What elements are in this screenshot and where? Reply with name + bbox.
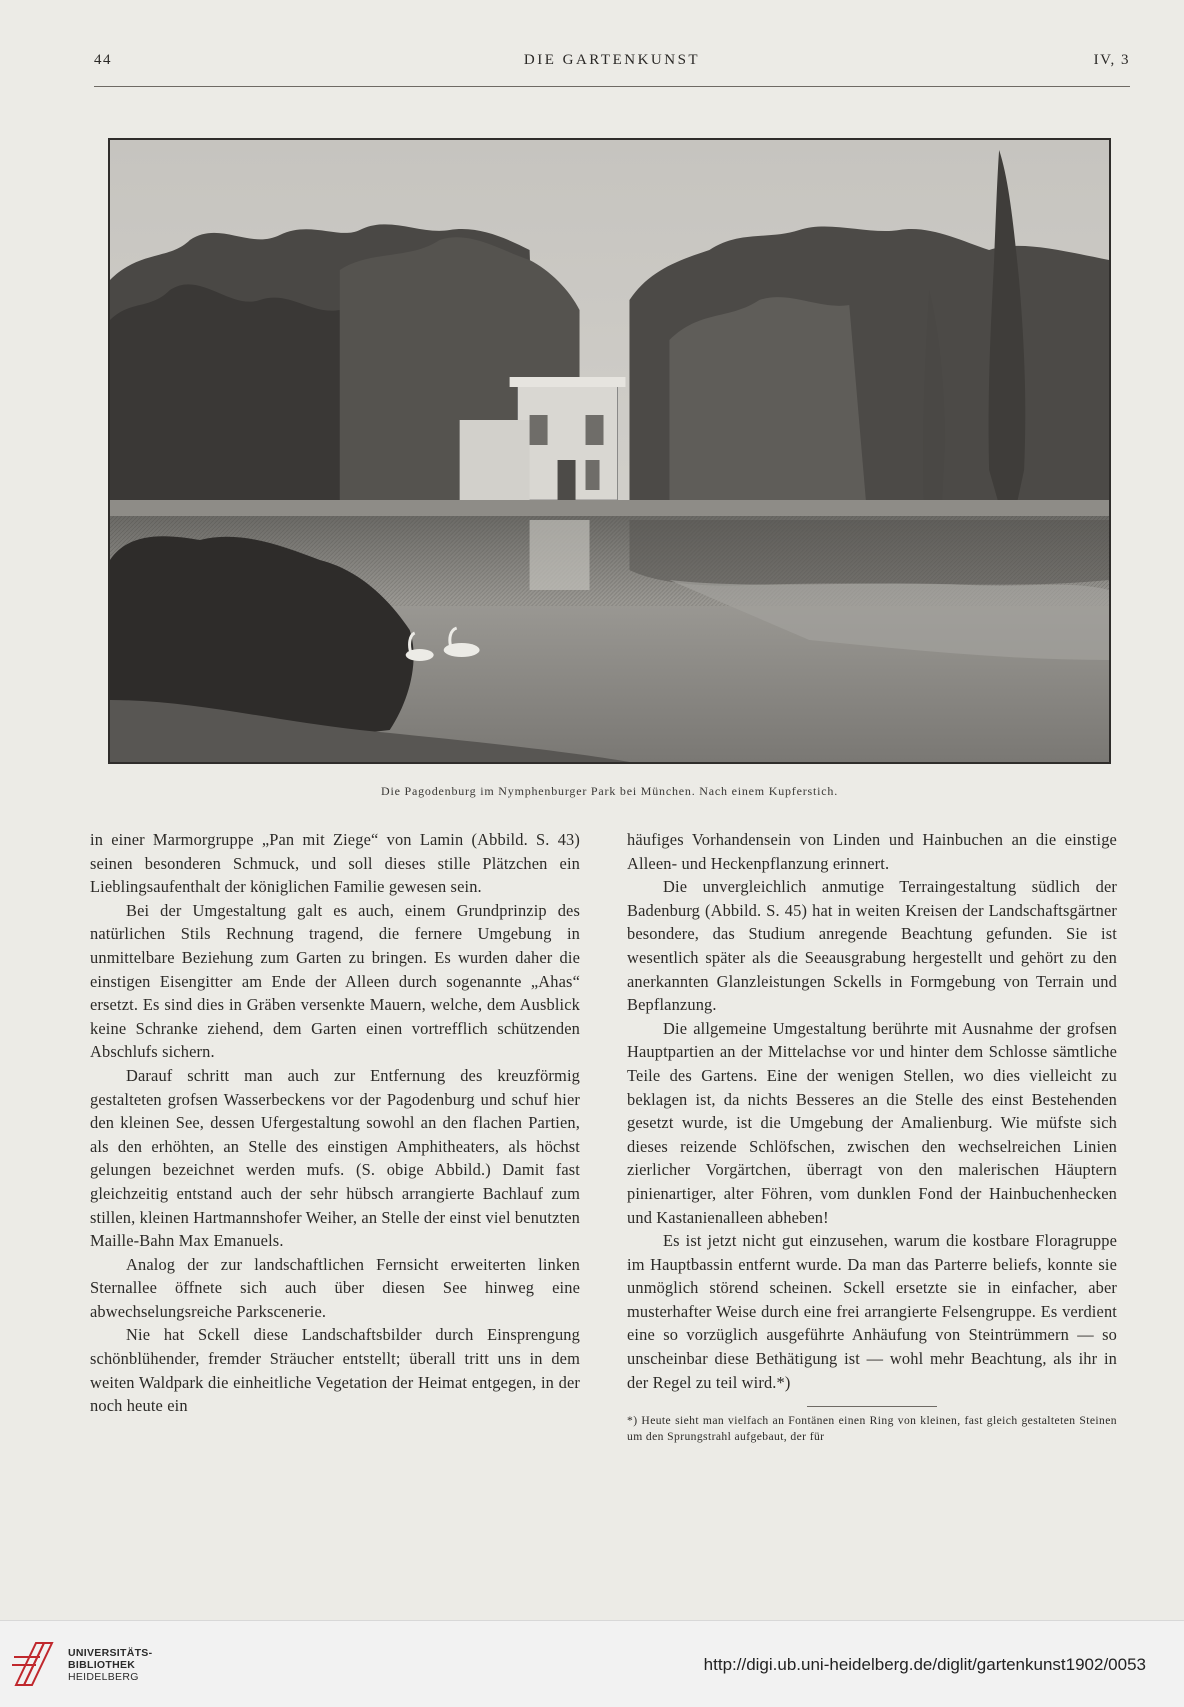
permalink-url[interactable]: http://digi.ub.uni-heidelberg.de/diglit/gartenkunst1902/0053 (703, 1655, 1146, 1674)
paragraph: in einer Marmorgruppe „Pan mit Ziege“ von Lamin (Abbild. S. 43) seinen besonderen Schmuck, und soll dieses stille Plätzchen ein Lieblingsaufenthalt der königlichen Familie gewesen sein. (90, 830, 580, 897)
journal-title: DIE GARTENKUNST (523, 52, 701, 68)
paragraph: Es ist jetzt nicht gut einzusehen, warum die kostbare Floragruppe im Hauptbassin entfernt wurde. Da man das Parterre beliefs, konnte sie unmöglich störend scheinen. Sckell ersetzte sie in einfacher, aber musterhafter Weise durch eine frei arrangierte Felsengruppe. Es verdient eine so vorzüglich ausgeführte Anhäufung von Steintrümmern — so unscheinbar diese Bethätigung ist — wohl mehr Beachtung, als ihr in der Regel zu teil wird.*) (627, 1231, 1117, 1392)
header-rule (94, 86, 1130, 87)
library-logo-icon (10, 1635, 62, 1693)
institution-line: BIBLIOTHEK (68, 1659, 136, 1671)
paragraph: häufiges Vorhandensein von Linden und Hainbuchen an die einstige Alleen- und Heckenpflanzung erinnert. (627, 830, 1117, 873)
footnote-rule (807, 1406, 937, 1407)
figure-caption: Die Pagodenburg im Nymphenburger Park bei München. Nach einem Kupferstich. (381, 784, 838, 798)
page-number: 44 (94, 52, 112, 68)
running-header (94, 52, 1130, 76)
institution-name (68, 1647, 152, 1683)
paragraph: Darauf schritt man auch zur Entfernung des kreuzförmig gestalteten grofsen Wasserbeckens vor der Pagodenburg und schuf hier den kleinen See, dessen Ufergestaltung sowohl an den flachen Partien, als den erhöhten, an Stelle des einstigen Amphitheaters, als höchst gelungen bezeichnet werden mufs. (S. obige Abbild.) Damit fast gleichzeitig entstand auch der sehr hübsch arrangierte Bachlauf zum stillen, kleinen Hartmannshofer Weiher, an Stelle der einst viel benutzten Maille-Bahn Max Emanuels. (90, 1065, 580, 1251)
engraving-illustration (108, 138, 1111, 764)
institution-line: UNIVERSITÄTS- (68, 1647, 153, 1659)
footnote: *) Heute sieht man vielfach an Fontänen einen Ring von kleinen, fast gleich gestalteten Steinen um den Sprungstrahl aufgebaut, der für (627, 1414, 1117, 1444)
paragraph: Nie hat Sckell diese Landschaftsbilder durch Einsprengung schönblühender, fremder Sträucher entstellt; überall tritt uns in dem weiten Waldpark die einheitliche Vegetation der Heimat entgegen, in der noch heute ein (90, 1325, 580, 1416)
paragraph: Bei der Umgestaltung galt es auch, einem Grundprinzip des natürlichen Stils Rechnung tragend, die fernere Umgebung in unmittelbare Beziehung zum Garten zu bringen. Es wurden daher die einstigen Eisengitter am Ende der Alleen durch sogenannte „Ahas“ ersetzt. Es sind dies in Gräben versenkte Mauern, welche, dem Ausblick keine Schranke ziehend, dem Garten einen vortrefflich schützenden Abschlufs sichern. (90, 900, 580, 1062)
paragraph: Die allgemeine Umgestaltung berührte mit Ausnahme der grofsen Hauptpartien an der Mittelachse vor und hinter dem Schlosse sämtliche Teile des Gartens. Eine der wenigen Stellen, wo dies vielleicht zu beklagen ist, da nichts Besseres an die Stelle des einst Bestehenden gesetzt wurde, ist die Umgebung der Amalienburg. Wie müfste sich dieses reizende Schlöfschen, zwischen den wechselreichen Linien zierlicher Vorgärtchen, überragt von den malerischen Häuptern pinienartiger, alter Föhren, vom dunklen Fond der Hainbuchenhecken und Kastanienalleen abheben! (627, 1018, 1117, 1227)
paragraph: Analog der zur landschaftlichen Fernsicht erweiterten linken Sternallee öffnete sich auch über diesen See hinweg eine abwechselungsreiche Parkscenerie. (90, 1254, 580, 1321)
right-text-column (627, 828, 1117, 1445)
left-text-column (90, 828, 580, 1418)
volume-number: IV, 3 (1093, 52, 1130, 68)
pagodenburg-engraving (110, 140, 1109, 762)
library-footer (0, 1620, 1184, 1707)
institution-line: HEIDELBERG (68, 1671, 139, 1683)
paragraph: Die unvergleichlich anmutige Terraingestaltung südlich der Badenburg (Abbild. S. 45) hat in weiten Kreisen der Landschaftsgärtner besondere, das Studium anregende Beachtung gefunden. Sie ist wesentlich später als die Seeausgrabung hergestellt und gehört zu den anerkannten Glanzleistungen Sckells in Formgebung von Terrain und Bepflanzung. (627, 877, 1117, 1015)
